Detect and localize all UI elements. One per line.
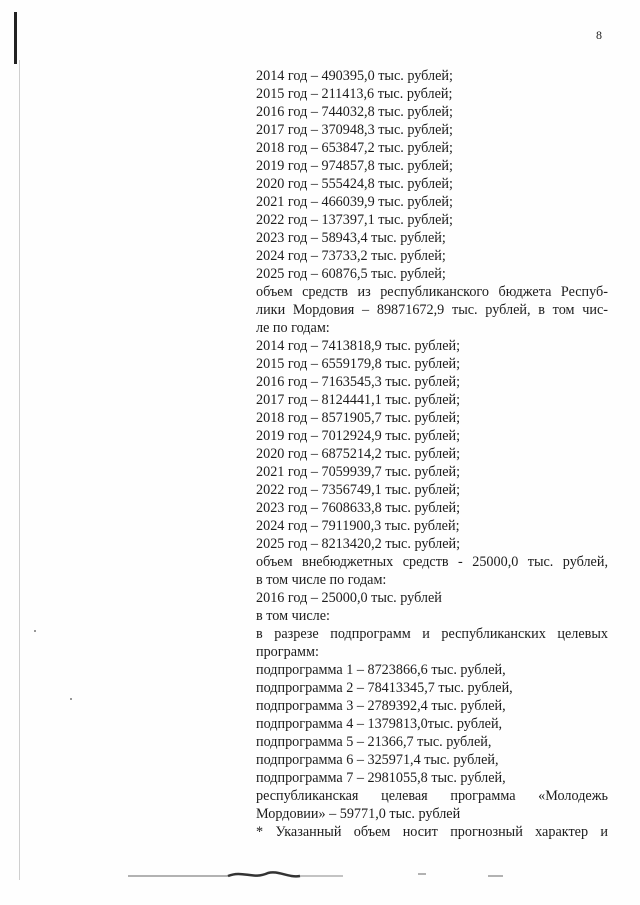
republic-budget-line: объем средств из республиканского бюджета Респуб- — [256, 284, 608, 300]
year-line: 2022 год – 7356749,1 тыс. рублей; — [256, 482, 461, 498]
year-line: 2019 год – 7012924,9 тыс. рублей; — [256, 428, 461, 444]
footer-scan-marks — [128, 868, 508, 884]
extra-budget-line: в том числе по годам: — [256, 572, 387, 588]
breakdown-line: программ: — [256, 644, 319, 660]
year-line: 2020 год – 555424,8 тыс. рублей; — [256, 176, 453, 192]
document-body — [256, 67, 608, 841]
extra-budget-line: объем внебюджетных средств - 25000,0 тыс. рублей, — [256, 554, 608, 570]
year-line: 2022 год – 137397,1 тыс. рублей; — [256, 212, 453, 228]
page-number: 8 — [596, 28, 602, 42]
year-line: 2018 год – 8571905,7 тыс. рублей; — [256, 410, 461, 426]
left-edge-scan-mark — [14, 12, 17, 64]
year-line: 2023 год – 7608633,8 тыс. рублей; — [256, 500, 461, 516]
year-line: 2024 год – 7911900,3 тыс. рублей; — [256, 518, 460, 534]
breakdown-line: в разрезе подпрограмм и республиканских целевых — [256, 626, 608, 642]
subprogram-line: подпрограмма 3 – 2789392,4 тыс. рублей, — [256, 698, 506, 714]
footnote-line: * Указанный объем носит прогнозный характер и — [256, 824, 608, 840]
year-line: 2020 год – 6875214,2 тыс. рублей; — [256, 446, 461, 462]
youth-program-line: Мордовии» – 59771,0 тыс. рублей — [256, 806, 461, 822]
year-line: 2025 год – 60876,5 тыс. рублей; — [256, 266, 446, 282]
year-line: 2015 год – 6559179,8 тыс. рублей; — [256, 356, 461, 372]
subprogram-line: подпрограмма 5 – 21366,7 тыс. рублей, — [256, 734, 492, 750]
scan-speck — [70, 698, 72, 700]
year-line: 2021 год – 7059939,7 тыс. рублей; — [256, 464, 461, 480]
subprogram-line: подпрограмма 4 – 1379813,0тыс. рублей, — [256, 716, 503, 732]
year-line: 2016 год – 7163545,3 тыс. рублей; — [256, 374, 461, 390]
year-line: 2014 год – 7413818,9 тыс. рублей; — [256, 338, 461, 354]
year-line: 2017 год – 8124441,1 тыс. рублей; — [256, 392, 461, 408]
year-line: 2017 год – 370948,3 тыс. рублей; — [256, 122, 453, 138]
left-page-edge — [19, 60, 20, 880]
year-line: 2024 год – 73733,2 тыс. рублей; — [256, 248, 446, 264]
year-line: 2019 год – 974857,8 тыс. рублей; — [256, 158, 453, 174]
subprogram-line: подпрограмма 1 – 8723866,6 тыс. рублей, — [256, 662, 506, 678]
year-line: 2015 год – 211413,6 тыс. рублей; — [256, 86, 453, 102]
republic-budget-line: ле по годам: — [256, 320, 330, 336]
extra-budget-year-line: 2016 год – 25000,0 тыс. рублей — [256, 590, 442, 606]
year-line: 2014 год – 490395,0 тыс. рублей; — [256, 68, 453, 84]
subprogram-line: подпрограмма 7 – 2981055,8 тыс. рублей, — [256, 770, 506, 786]
year-line: 2023 год – 58943,4 тыс. рублей; — [256, 230, 446, 246]
year-line: 2025 год – 8213420,2 тыс. рублей; — [256, 536, 461, 552]
scan-speck — [34, 630, 36, 632]
subprogram-line: подпрограмма 2 – 78413345,7 тыс. рублей, — [256, 680, 513, 696]
youth-program-line: республиканская целевая программа «Молодежь — [256, 788, 608, 804]
republic-budget-line: лики Мордовия – 89871672,9 тыс. рублей, в том чис- — [256, 302, 608, 318]
subprogram-line: подпрограмма 6 – 325971,4 тыс. рублей, — [256, 752, 499, 768]
including-label: в том числе: — [256, 608, 330, 624]
year-line: 2021 год – 466039,9 тыс. рублей; — [256, 194, 453, 210]
year-line: 2016 год – 744032,8 тыс. рублей; — [256, 104, 453, 120]
year-line: 2018 год – 653847,2 тыс. рублей; — [256, 140, 453, 156]
